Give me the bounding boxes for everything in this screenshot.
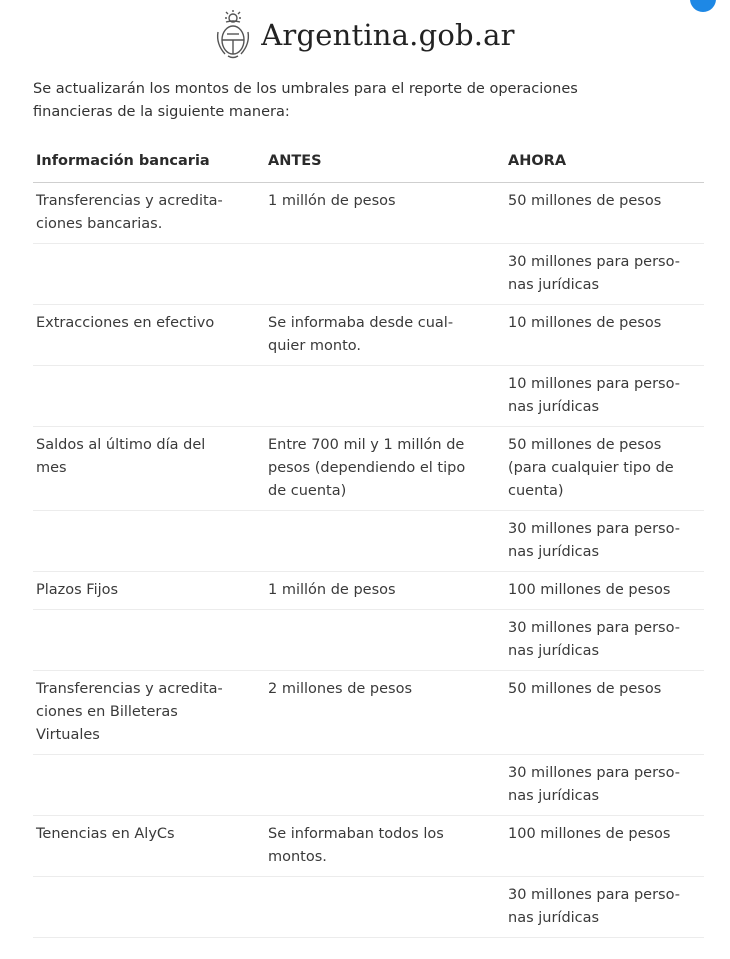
cell-antes (268, 762, 508, 808)
cell-informacion (33, 762, 268, 808)
cell-informacion (33, 518, 268, 564)
cell-informacion: Transferencias y acredita- ciones bancarias. (36, 193, 223, 232)
site-logo[interactable] (215, 10, 514, 60)
cell-ahora: 10 millones para perso- nas jurídicas (508, 376, 680, 415)
cell-informacion (33, 884, 268, 930)
table-row (33, 610, 704, 671)
cell-antes: 1 millón de pesos (268, 193, 396, 209)
site-title: Argentina.gob.ar (261, 18, 515, 52)
cell-ahora: 30 millones para perso- nas jurídicas (508, 620, 680, 659)
cell-informacion: Tenencias en AlyCs (36, 826, 175, 842)
table-row (33, 755, 704, 816)
cell-informacion: Plazos Fijos (36, 582, 119, 598)
header-ahora: AHORA (508, 153, 567, 169)
cell-informacion (33, 617, 268, 663)
cell-ahora: 50 millones de pesos (508, 681, 662, 697)
cell-antes: Se informaba desde cual- quier monto. (268, 315, 454, 354)
cell-antes: Entre 700 mil y 1 millón de pesos (dependiendo el tipo de cuenta) (268, 437, 466, 499)
table-row (33, 572, 704, 610)
table-row (33, 305, 704, 366)
cell-informacion (33, 373, 268, 419)
table-row (33, 183, 704, 244)
cell-ahora: 100 millones de pesos (508, 582, 671, 598)
table-body (33, 183, 704, 938)
header-informacion-bancaria: Información bancaria (36, 153, 210, 169)
thresholds-table (33, 148, 704, 938)
cell-antes (268, 251, 508, 297)
cell-antes (268, 373, 508, 419)
cell-ahora: 30 millones para perso- nas jurídicas (508, 254, 680, 293)
cell-antes (268, 518, 508, 564)
cell-ahora: 100 millones de pesos (508, 826, 671, 842)
cell-ahora: 30 millones para perso- nas jurídicas (508, 887, 680, 926)
cell-ahora: 50 millones de pesos (508, 193, 662, 209)
cell-informacion: Extracciones en efectivo (36, 315, 215, 331)
table-row (33, 427, 704, 511)
cell-ahora: 30 millones para perso- nas jurídicas (508, 765, 680, 804)
cell-antes: 1 millón de pesos (268, 582, 396, 598)
cell-ahora: 10 millones de pesos (508, 315, 662, 331)
cell-antes (268, 884, 508, 930)
cell-informacion (33, 251, 268, 297)
cell-ahora: 50 millones de pesos (para cualquier tipo de cuenta) (508, 437, 674, 499)
cell-ahora: 30 millones para perso- nas jurídicas (508, 521, 680, 560)
table-row (33, 671, 704, 755)
site-header (0, 6, 730, 64)
header-antes: ANTES (268, 153, 322, 169)
intro-text: Se actualizarán los montos de los umbrales para el reporte de operaciones financieras de la siguiente manera: (33, 81, 578, 120)
cell-informacion: Transferencias y acredita- ciones en Billeteras Virtuales (36, 681, 223, 743)
table-row (33, 511, 704, 572)
table-row (33, 366, 704, 427)
coat-of-arms-icon (215, 10, 251, 60)
table-header (33, 148, 704, 183)
cell-antes: Se informaban todos los montos. (268, 826, 444, 865)
cell-antes: 2 millones de pesos (268, 681, 413, 697)
cell-informacion: Saldos al último día del mes (36, 437, 206, 476)
table-row (33, 244, 704, 305)
table-row (33, 816, 704, 877)
cell-antes (268, 617, 508, 663)
table-row (33, 877, 704, 938)
